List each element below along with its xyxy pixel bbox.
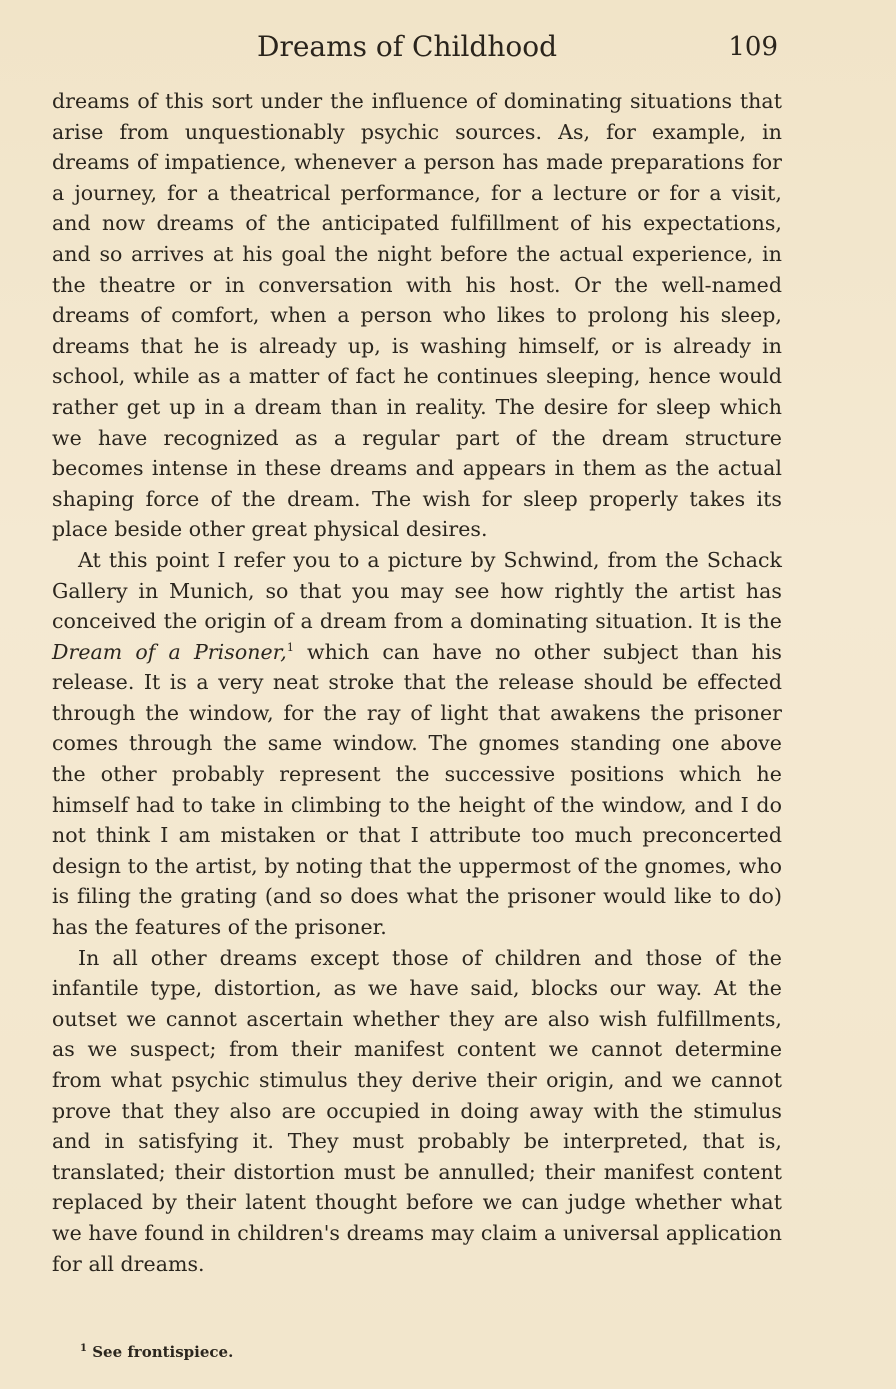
footnote-text: See frontispiece. [92, 1343, 234, 1361]
paragraph-1: dreams of this sort under the influence of dominating situations that arise from unquestionably psychic sources. As, for example, in dreams of impatience, whenever a person has made preparations for a journey, for a theatrical performance, for a lecture or for a visit, and now dreams of the anticipated fulfillment of his expectations, and so arrives at his goal the night before the actual experience, in the theatre or in conversation with his host. Or the well-named dreams of comfort, when a person who likes to prolong his sleep, dreams that he is already up, is washing himself, or is already in school, while as a matter of fact he continues sleeping, hence would rather get up in a dream than in reality. The desire for sleep which we have recognized as a regular part of the dream structure becomes intense in these dreams and appears in them as the actual shaping force of the dream. The wish for sleep properly takes its place beside other great physical desires. [52, 89, 782, 542]
page-number: 109 [728, 32, 778, 62]
text-body [52, 86, 782, 1279]
paragraph-2 [52, 545, 782, 943]
footnote-reference: 1 [286, 640, 294, 654]
paragraph-2-before: At this point I refer you to a picture by Schwind, from the Schack Gallery in Munich, so that you may see how rightly the artist has conceived the origin of a dream from a dominating situation. It is the [52, 547, 782, 634]
paragraph-3: In all other dreams except those of children and those of the infantile type, distortion, as we have said, blocks our way. At the outset we cannot ascertain whether they are also wish fulfillments, as we suspect; from their manifest content we cannot determine from what psychic stimulus they derive their origin, and we cannot prove that they also are occupied in doing away with the stimulus and in satisfying it. They must probably be interpreted, that is, translated; their distortion must be annulled; their manifest content replaced by their latent thought before we can judge whether what we have found in children's dreams may claim a universal application for all dreams. [52, 945, 782, 1276]
running-head [52, 30, 782, 70]
picture-title: Dream of a Prisoner, [52, 639, 287, 664]
paragraph-2-after: which can have no other subject than his release. It is a very neat stroke that the release should be effected through the window, for the ray of light that awakens the prisoner comes through the same window. The gnomes standing one above the other probably represent the successive positions which he himself had to take in climbing to the height of the window, and I do not think I am mistaken or that I attribute too much preconcerted design to the artist, by noting that the uppermost of the gnomes, who is filing the grating (and so does what the prisoner would like to do) has the features of the prisoner. [52, 639, 782, 940]
footnote [80, 1343, 233, 1361]
footnote-marker: 1 [80, 1343, 87, 1354]
chapter-title: Dreams of Childhood [257, 30, 558, 63]
